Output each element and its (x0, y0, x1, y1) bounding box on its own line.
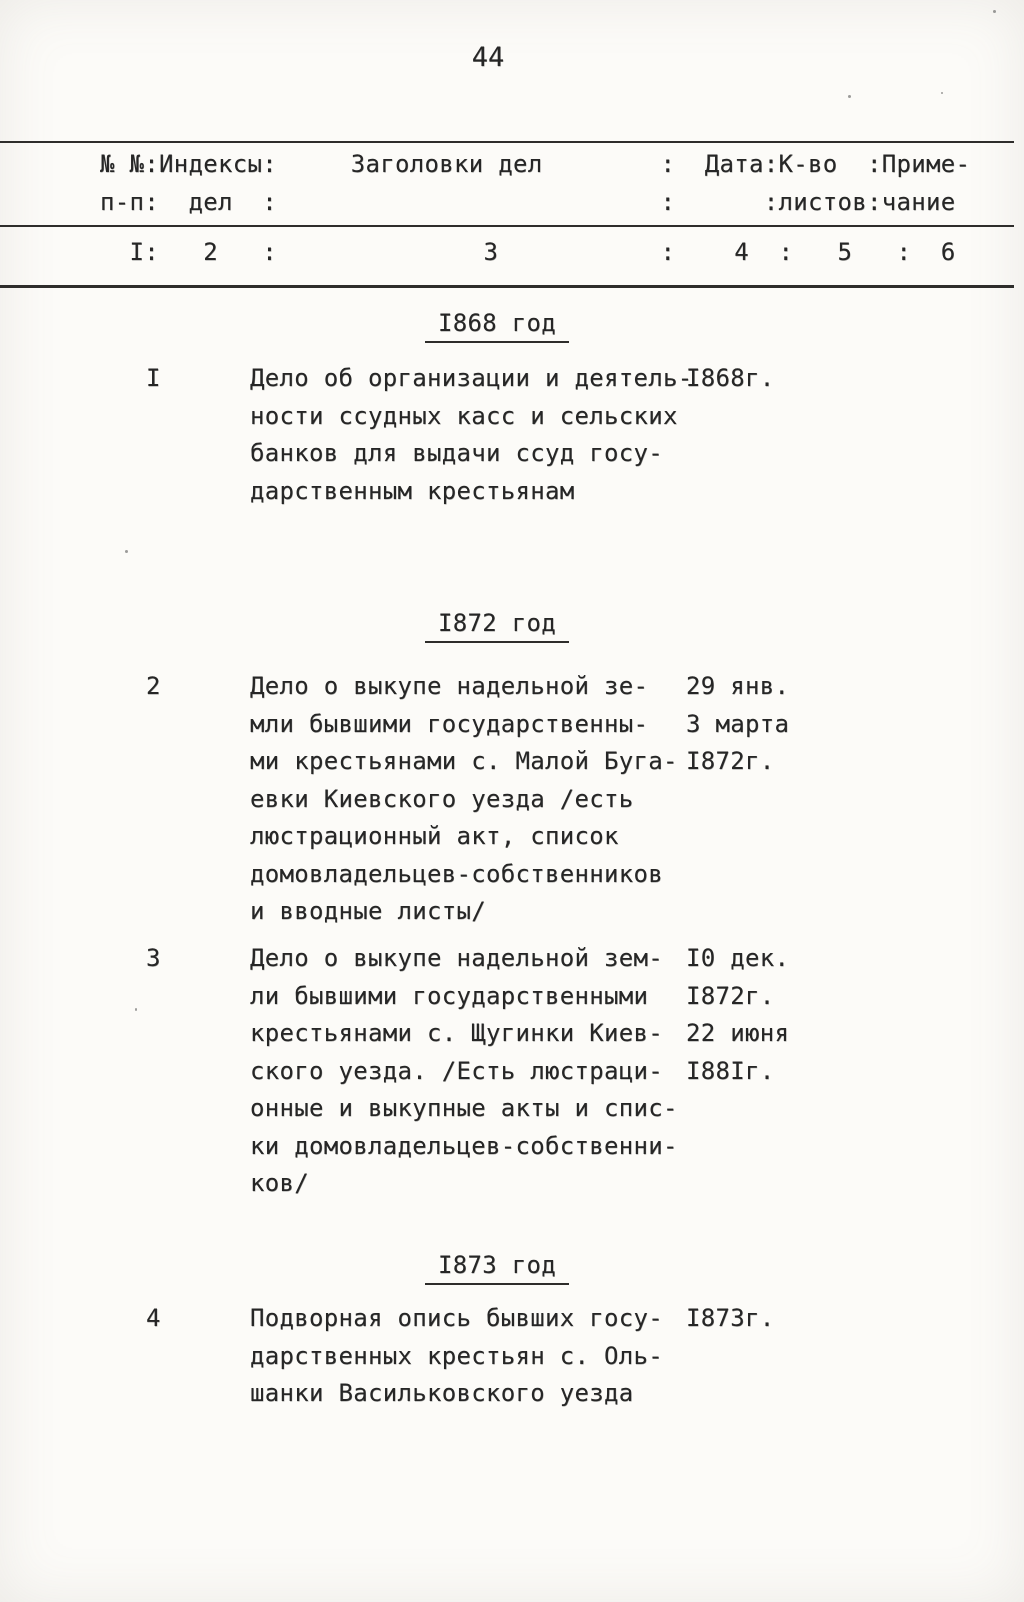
entry-description (250, 668, 680, 931)
table-header-rule-bottom (0, 285, 1014, 288)
scan-speck (125, 550, 128, 553)
scan-speck (848, 95, 851, 98)
table-header-row-1: № №:Индексы: Заголовки дел : Дата:К-во :Приме- (100, 150, 971, 178)
description-line: ности ссудных касс и сельских (250, 401, 678, 430)
date-line: 22 июня (686, 1019, 790, 1047)
date-line: I0 дек. (686, 944, 790, 972)
table-header-row-2: п-п: дел : : :листов:чание (100, 188, 956, 216)
description-line: онные и выкупные акты и спис- (250, 1094, 678, 1122)
entry-number: I (146, 364, 161, 392)
date-line: I88Iг. (686, 1056, 775, 1085)
year-heading-1873: I873 год (425, 1250, 569, 1285)
description-line: Дело о выкупе надельной зе- (250, 672, 649, 700)
entry-dates (686, 1300, 846, 1338)
entry-description (250, 360, 693, 510)
entry-dates (686, 940, 846, 1090)
date-line: I872г. (686, 747, 775, 775)
description-line: ми крестьянами с. Малой Буга- (250, 747, 678, 775)
date-line: I873г. (686, 1304, 775, 1332)
scan-speck (993, 10, 996, 13)
description-line: евки Киевского уезда /есть (250, 784, 634, 813)
description-line: домовладельцев-собственников (250, 859, 663, 888)
entry-number: 2 (146, 672, 161, 700)
date-line: 29 янв. (686, 672, 790, 700)
description-line: ков/ (250, 1169, 309, 1197)
scan-speck (135, 1008, 137, 1011)
date-line: I868г. (686, 364, 775, 392)
entry-number: 4 (146, 1304, 161, 1332)
description-line: Дело о выкупе надельной зем- (250, 944, 663, 972)
description-line: ского уезда. /Есть люстраци- (250, 1056, 663, 1085)
entry-dates (686, 360, 846, 398)
entry-description (250, 940, 680, 1203)
description-line: мли бывшими государственны- (250, 709, 649, 738)
description-line: ли бывшими государственными (250, 981, 649, 1010)
description-line: Дело об организации и деятель- (250, 364, 693, 392)
table-header-rule-top (0, 141, 1014, 143)
year-heading-1868: I868 год (425, 308, 569, 343)
year-heading-1872: I872 год (425, 608, 569, 643)
description-line: ки домовладельцев-собственни- (250, 1131, 678, 1160)
date-line: 3 марта (686, 709, 790, 738)
description-line: крестьянами с. Щугинки Киев- (250, 1019, 663, 1047)
entry-dates (686, 668, 846, 781)
description-line: дарственным крестьянам (250, 476, 575, 505)
entry-number: 3 (146, 944, 161, 972)
page-number: 44 (471, 42, 505, 73)
description-line: Подворная опись бывших госу- (250, 1304, 663, 1332)
table-header-rule-middle (0, 225, 1014, 227)
date-line: I872г. (686, 981, 775, 1010)
description-line: и вводные листы/ (250, 897, 486, 925)
scan-speck (941, 92, 943, 94)
description-line: шанки Васильковского уезда (250, 1379, 634, 1407)
description-line: банков для выдачи ссуд госу- (250, 439, 663, 467)
entry-description (250, 1300, 680, 1413)
table-header-column-numbers: I: 2 : 3 : 4 : 5 : 6 (100, 238, 956, 266)
description-line: дарственных крестьян с. Оль- (250, 1341, 663, 1370)
description-line: люстрационный акт, список (250, 822, 619, 850)
